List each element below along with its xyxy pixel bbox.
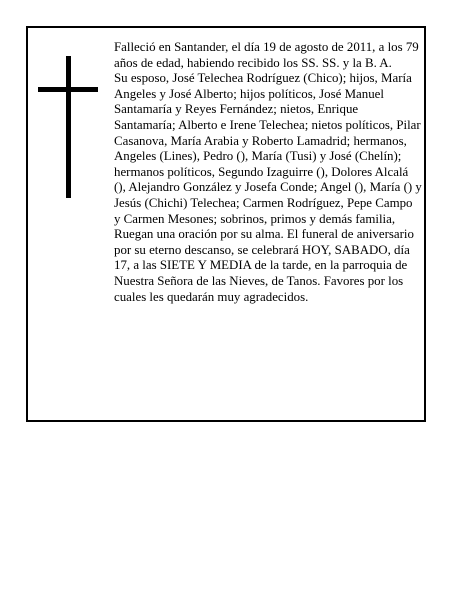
- latin-cross-icon: [38, 56, 98, 198]
- notice-text: [114, 40, 422, 305]
- funeral-details: Ruegan una oración por su alma. El funeral de aniversario por su eterno descanso, se celebrará HOY, SABADO, día 17, a las SIETE Y MEDIA de la tarde, en la parroquia de Nuestra Señora de las Nieves, de Tanos. Favores por los cuales les quedarán muy agradecidos.: [114, 227, 414, 304]
- death-announcement: Falleció en Santander, el día 19 de agosto de 2011, a los 79 años de edad, habiendo recibido los SS. SS. y la B. A.: [114, 40, 419, 70]
- cross-horizontal-bar: [38, 87, 98, 92]
- family-list: Su esposo, José Telechea Rodríguez (Chico); hijos, María Angeles y José Alberto; hijos políticos, José Manuel Santamaría y Reyes Fernández; nietos, Enrique Santamaría; Alberto e Irene Telechea; nietos políticos, Pilar Casanova, María Arabia y Roberto Lamadrid; hermanos, Angeles (Lines), Pedro (), María (Tusi) y José (Chelín); hermanos políticos, Segundo Izaguirre (), Dolores Alcalá (), Alejandro González y Josefa Conde; Angel (), María () y Jesús (Chichi) Telechea; Carmen Rodríguez, Pepe Campo y Carmen Mesones; sobrinos, primos y demás familia,: [114, 71, 422, 226]
- cross-vertical-bar: [66, 56, 71, 198]
- obituary-notice: [26, 26, 426, 422]
